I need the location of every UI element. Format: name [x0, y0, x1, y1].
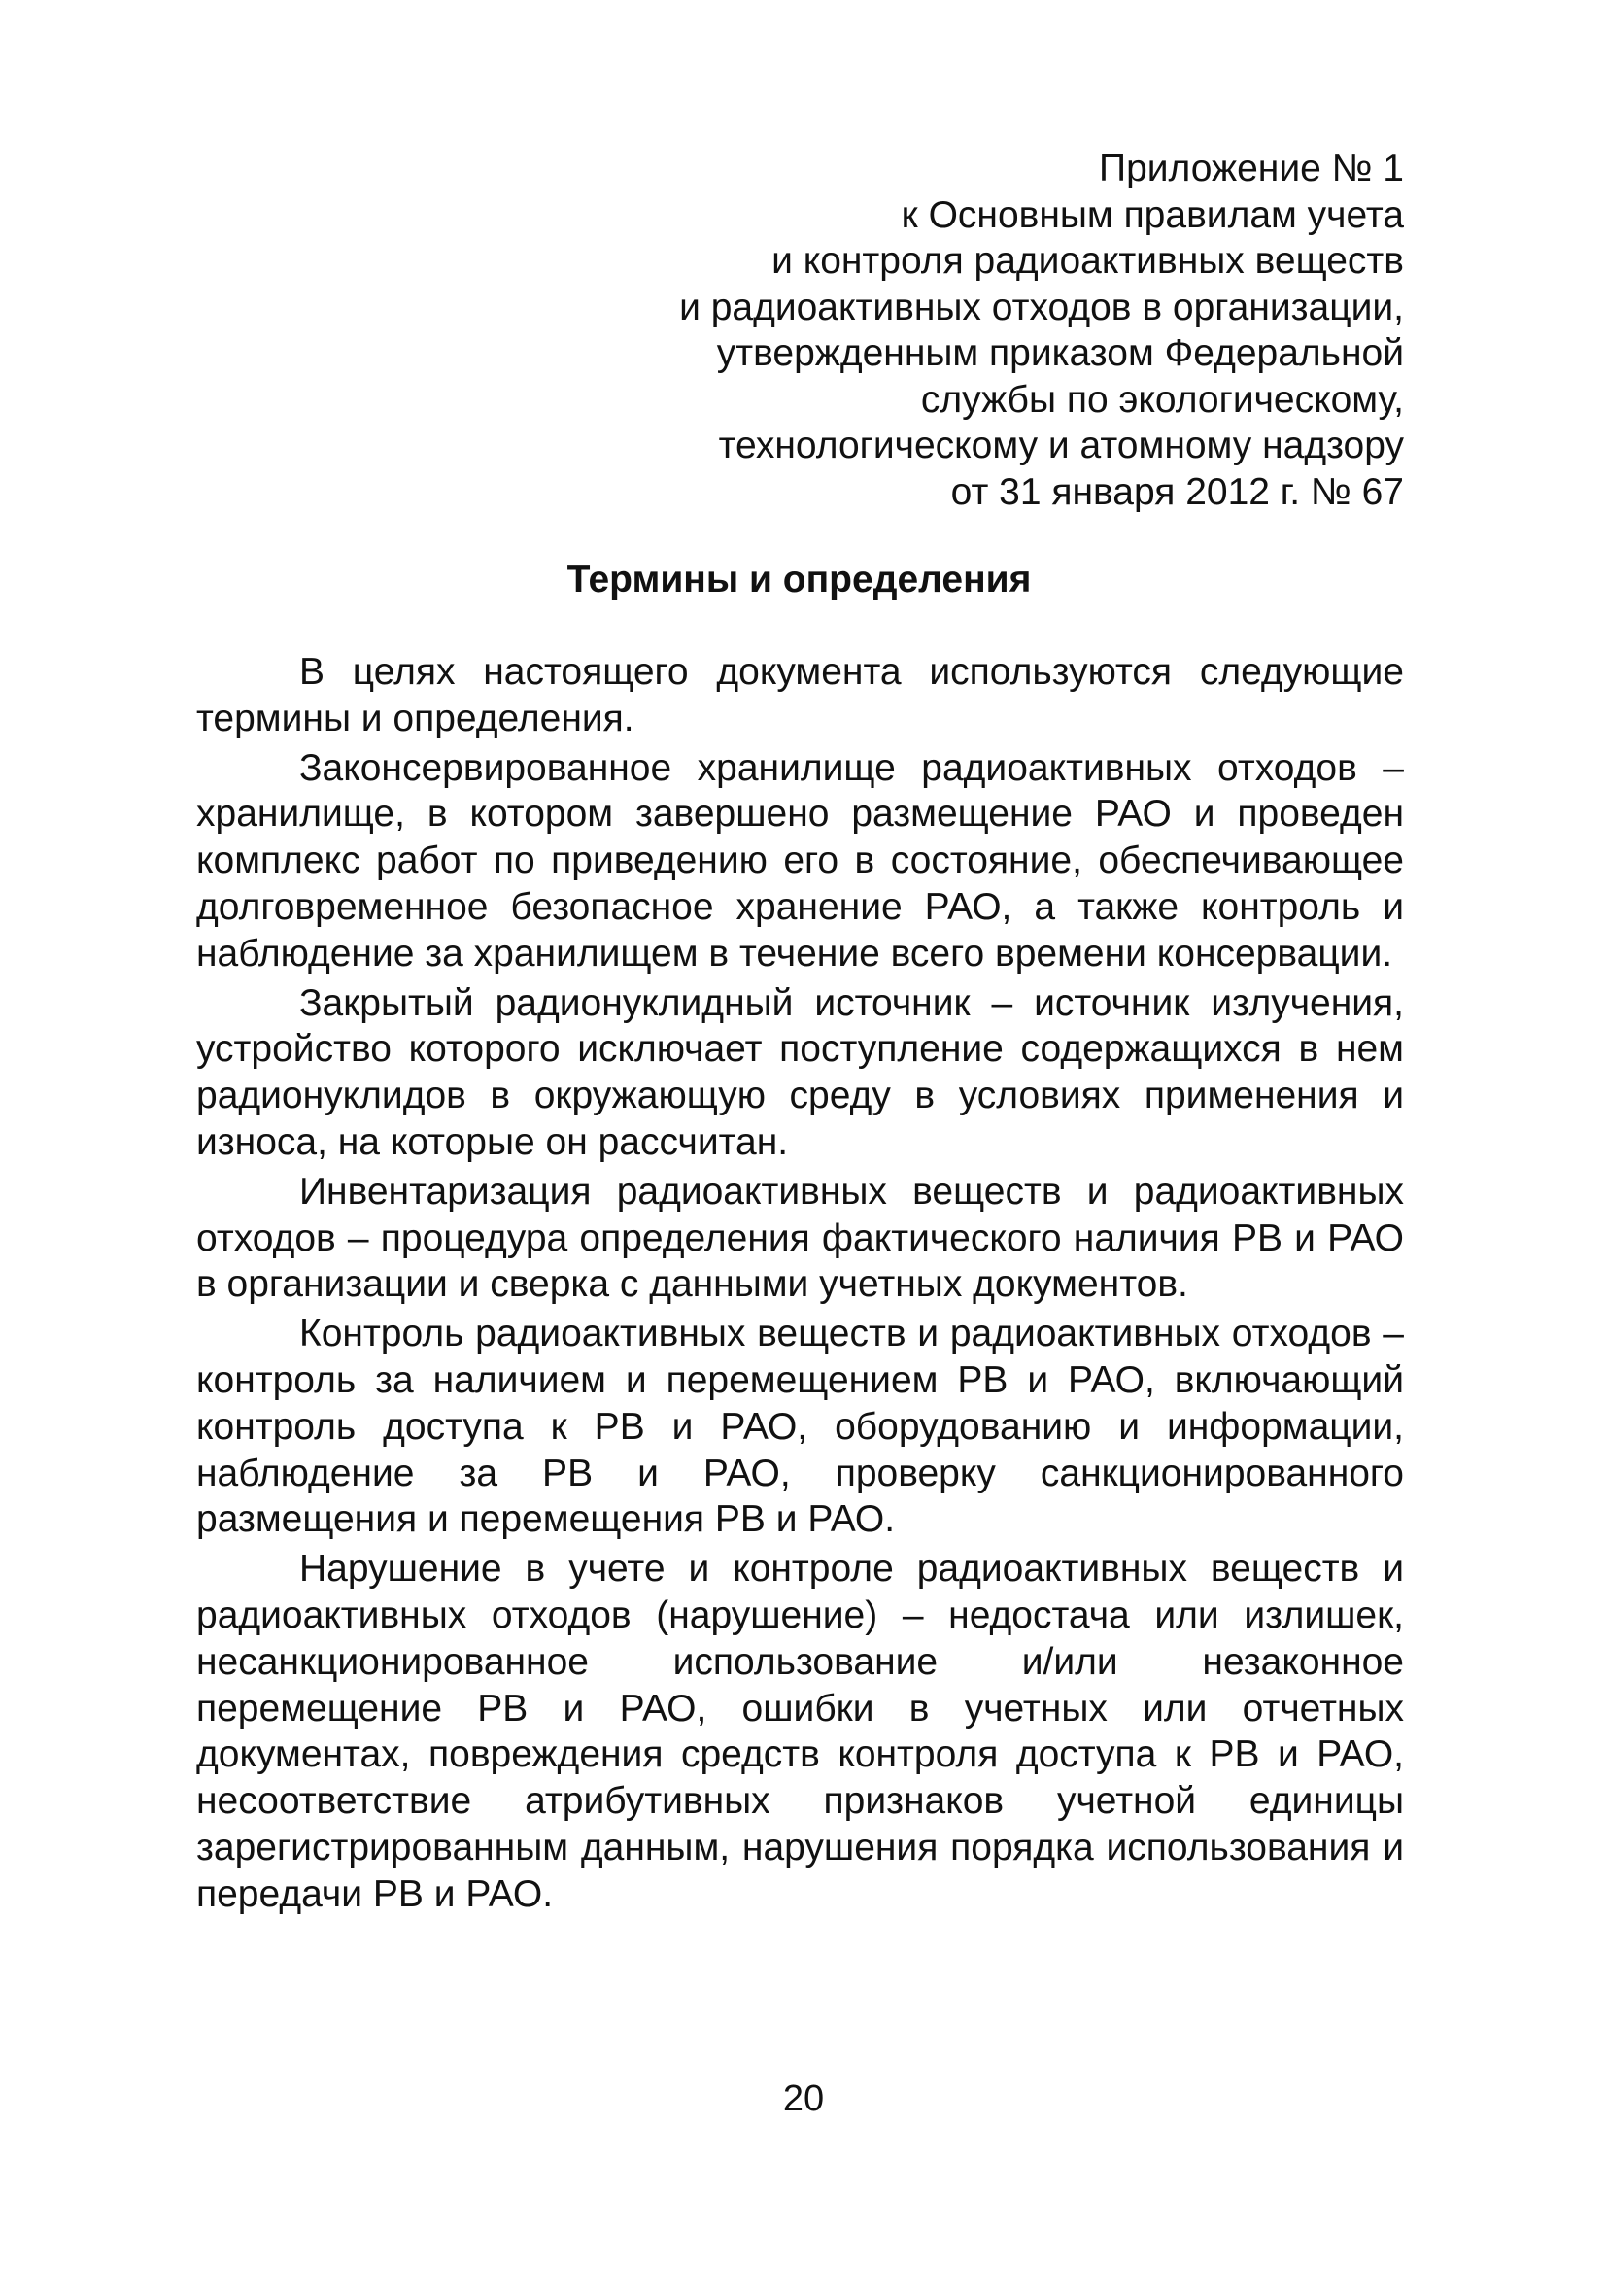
- appendix-header-line: технологическому и атомному надзору: [718, 425, 1404, 466]
- appendix-header-line: Приложение № 1: [1099, 148, 1404, 189]
- paragraph-intro: В целях настоящего документа используются следующие термины и определения.: [196, 651, 1404, 739]
- appendix-header: [583, 146, 1404, 515]
- paragraph-definition-inventory: Инвентаризация радиоактивных веществ и радиоактивных отходов – процедура определения фактического наличия РВ и РАО в организации и сверка с данными учетных документов.: [196, 1170, 1404, 1306]
- appendix-header-line: и контроля радиоактивных веществ: [771, 240, 1404, 282]
- paragraph-definition-sealed-source: Закрытый радионуклидный источник – источник излучения, устройство которого исключает поступление содержащихся в нем радионуклидов в окружающую среду в условиях применения и износа, на которые он рассчитан.: [196, 981, 1404, 1163]
- appendix-header-line: и радиоактивных отходов в организации,: [679, 286, 1404, 328]
- body-text: [196, 649, 1404, 1921]
- paragraph-definition-conserved-storage: Законсервированное хранилище радиоактивных отходов – хранилище, в котором завершено размещение РАО и проведен комплекс работ по приведению его в состояние, обеспечивающее долговременное безопасное хранение РАО, а также контроль и наблюдение за хранилищем в течение всего времени консервации.: [196, 746, 1404, 975]
- appendix-header-line: к Основным правилам учета: [901, 193, 1404, 236]
- page-number: 20: [782, 2078, 825, 2119]
- appendix-header-line: утвержденным приказом Федеральной: [716, 332, 1404, 374]
- appendix-header-line: от 31 января 2012 г. № 67: [950, 470, 1404, 513]
- paragraph-definition-control: Контроль радиоактивных веществ и радиоактивных отходов – контроль за наличием и перемещением РВ и РАО, включающий контроль доступа к РВ и РАО, оборудованию и информации, наблюдение за РВ и РАО, проверку санкционированного размещения и перемещения РВ и РАО.: [196, 1313, 1404, 1541]
- appendix-header-line: службы по экологическому,: [920, 378, 1404, 421]
- section-title: Термины и определения: [566, 559, 1032, 600]
- paragraph-definition-violation: Нарушение в учете и контроле радиоактивных веществ и радиоактивных отходов (нарушение) – недостача или излишек, несанкционированное использование и/или незаконное перемещение РВ и РАО, ошибки в учетных или отчетных документах, повреждения средств контроля доступа к РВ и РАО, несоответствие атрибутивных признаков учетной единицы зарегистрированным данным, нарушения порядка использования и передачи РВ и РАО.: [196, 1548, 1404, 1915]
